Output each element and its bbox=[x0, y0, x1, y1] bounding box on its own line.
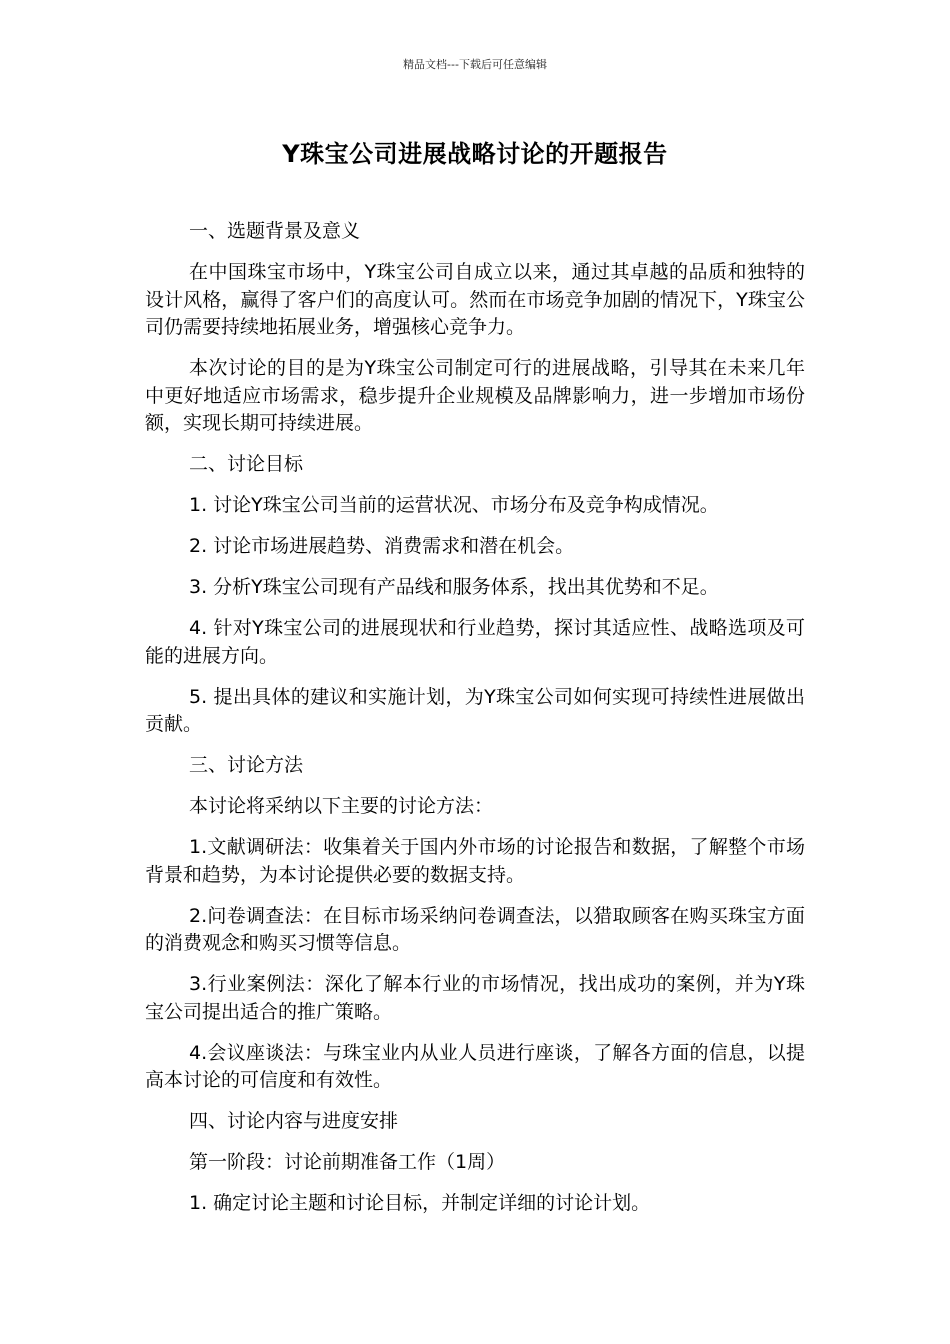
list-item: 4. 针对Y珠宝公司的进展现状和行业趋势，探讨其适应性、战略选项及可能的进展方向。 bbox=[145, 617, 805, 667]
list-item: 1. 讨论Y珠宝公司当前的运营状况、市场分布及竞争构成情况。 bbox=[189, 494, 719, 516]
list-item: 2.问卷调查法：在目标市场采纳问卷调查法，以猎取顾客在购买珠宝方面的消费观念和购买习惯等信息。 bbox=[145, 904, 805, 954]
section-heading-schedule: 四、讨论内容与进度安排 bbox=[189, 1110, 399, 1132]
paragraph: 在中国珠宝市场中，Y珠宝公司自成立以来，通过其卓越的品质和独特的设计风格，赢得了客户们的高度认可。然而在市场竞争加剧的情况下，Y珠宝公司仍需要持续地拓展业务，增强核心竞争力。 bbox=[145, 261, 805, 338]
paragraph: 本次讨论的目的是为Y珠宝公司制定可行的进展战略，引导其在未来几年中更好地适应市场需求，稳步提升企业规模及品牌影响力，进一步增加市场份额，实现长期可持续进展。 bbox=[145, 357, 805, 434]
section-heading-objectives: 二、讨论目标 bbox=[189, 453, 304, 475]
list-item: 1. 确定讨论主题和讨论目标，并制定详细的讨论计划。 bbox=[189, 1192, 651, 1214]
list-item: 3.行业案例法：深化了解本行业的市场情况，找出成功的案例，并为Y珠宝公司提出适合的推广策略。 bbox=[145, 973, 805, 1023]
list-item: 2. 讨论市场进展趋势、消费需求和潜在机会。 bbox=[189, 535, 575, 557]
section-heading-methods: 三、讨论方法 bbox=[189, 754, 304, 776]
section-heading-background: 一、选题背景及意义 bbox=[189, 220, 361, 242]
list-item: 1.文献调研法：收集着关于国内外市场的讨论报告和数据，了解整个市场背景和趋势，为本讨论提供必要的数据支持。 bbox=[145, 836, 805, 886]
document-body bbox=[145, 218, 805, 1231]
header-note: 精品文档---下载后可任意编辑 bbox=[403, 58, 547, 71]
paragraph: 本讨论将采纳以下主要的讨论方法： bbox=[189, 795, 494, 817]
paragraph: 第一阶段：讨论前期准备工作（1周） bbox=[189, 1151, 506, 1173]
list-item: 5. 提出具体的建议和实施计划，为Y珠宝公司如何实现可持续性进展做出贡献。 bbox=[145, 685, 805, 735]
document-title: Y珠宝公司进展战略讨论的开题报告 bbox=[282, 140, 668, 168]
list-item: 4.会议座谈法：与珠宝业内从业人员进行座谈，了解各方面的信息，以提高本讨论的可信度和有效性。 bbox=[145, 1041, 805, 1091]
list-item: 3. 分析Y珠宝公司现有产品线和服务体系，找出其优势和不足。 bbox=[189, 576, 719, 598]
